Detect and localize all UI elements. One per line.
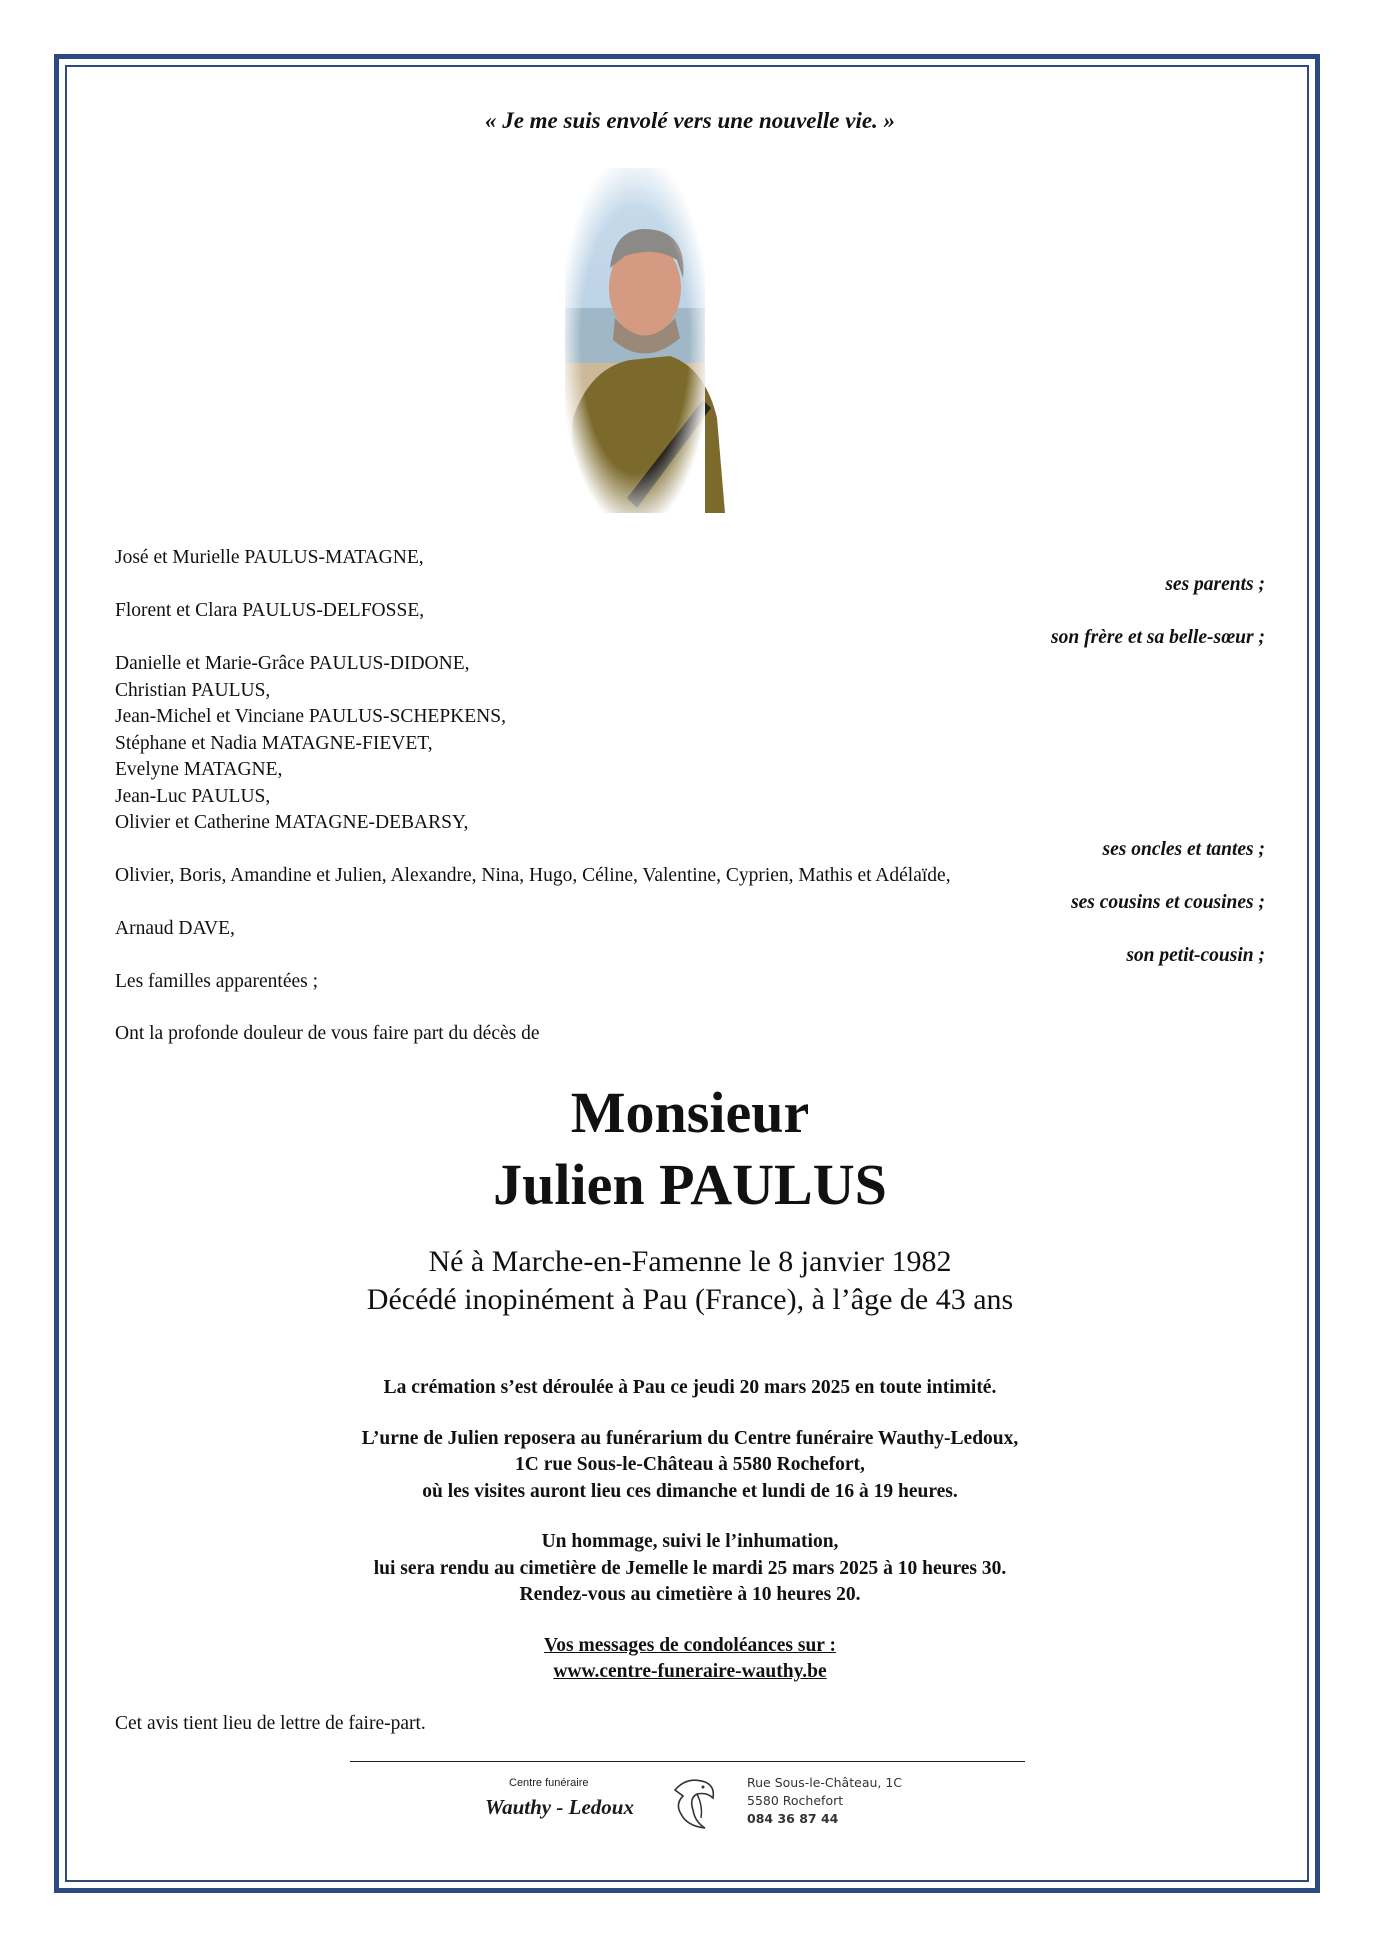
hommage-line: Rendez-vous au cimetière à 10 heures 20. [519,1584,861,1605]
family-role: ses parents ; [1165,573,1265,595]
funeral-home-address [747,1774,902,1828]
portrait-photo [455,168,810,513]
condolences-label: Vos messages de condoléances sur : [544,1634,836,1656]
family-list [115,545,1265,996]
deceased-title: Monsieur [570,1080,810,1145]
family-role: ses oncles et tantes ; [1102,838,1265,860]
family-line: Olivier et Catherine MATAGNE-DEBARSY, [115,812,469,833]
family-line: Florent et Clara PAULUS-DELFOSSE, [115,600,425,621]
address-city: 5580 Rochefort [747,1793,844,1808]
family-role: ses cousins et cousines ; [1071,891,1265,913]
family-line: Stéphane et Nadia MATAGNE-FIEVET, [115,732,433,754]
family-line: Jean-Michel et Vinciane PAULUS-SCHEPKENS, [115,706,506,727]
urn-line: 1C rue Sous-le-Château à 5580 Rochefort, [515,1454,865,1475]
family-role: son frère et sa belle-sœur ; [1051,626,1265,648]
family-role: son petit-cousin ; [1126,944,1265,966]
family-line: José et Murielle PAULUS-MATAGNE, [115,547,424,568]
urn-line: où les visites auront lieu ces dimanche et lundi de 16 à 19 heures. [422,1480,958,1502]
death-line: Décédé inopinément à Pau (France), à l’âge de 43 ans [366,1283,1014,1316]
hommage-line: Un hommage, suivi le l’inhumation, [541,1531,839,1552]
announcement-lead: Ont la profonde douleur de vous faire part du décès de [115,1023,540,1044]
family-line: Danielle et Marie-Grâce PAULUS-DIDONE, [115,653,470,674]
cremation-text: La crémation s’est déroulée à Pau ce jeudi 20 mars 2025 en toute intimité. [383,1377,997,1398]
footer-logo [485,1770,915,1840]
urn-paragraph [115,1426,1265,1506]
ceremony-details [115,1375,1265,1710]
epitaph-quote: « Je me suis envolé vers une nouvelle vie. » [484,108,896,133]
deceased-name: Julien PAULUS [493,1152,887,1217]
family-line: Les familles apparentées ; [115,971,319,992]
header [115,100,1265,134]
urn-line: L’urne de Julien reposera au funérarium du Centre funéraire Wauthy-Ledoux, [361,1427,1019,1449]
footer-divider [350,1761,1025,1762]
deceased-block [115,1077,1265,1319]
phone-number: 084 36 87 44 [747,1811,839,1826]
family-line: Evelyne MATAGNE, [115,759,283,780]
birth-line: Né à Marche-en-Famenne le 8 janvier 1982 [428,1245,952,1278]
brand-subtitle: Centre funéraire [509,1777,589,1789]
family-line: Christian PAULUS, [115,679,271,701]
address-street: Rue Sous-le-Château, 1C [747,1775,903,1790]
hommage-paragraph [115,1529,1265,1609]
bird-icon [667,1772,722,1832]
family-line: Jean-Luc PAULUS, [115,785,271,807]
family-line: Arnaud DAVE, [115,918,235,939]
family-line: Olivier, Boris, Amandine et Julien, Alexandre, Nina, Hugo, Céline, Valentine, Cyprien, Mathis et Adélaïde, [115,865,951,886]
brand-name: Wauthy - Ledoux [485,1795,634,1819]
condolences-link[interactable]: www.centre-funeraire-wauthy.be [553,1661,827,1682]
condolences-paragraph [115,1633,1265,1686]
hommage-line: lui sera rendu au cimetière de Jemelle le mardi 25 mars 2025 à 10 heures 30. [373,1557,1007,1579]
closing-note: Cet avis tient lieu de lettre de faire-part. [115,1713,426,1734]
